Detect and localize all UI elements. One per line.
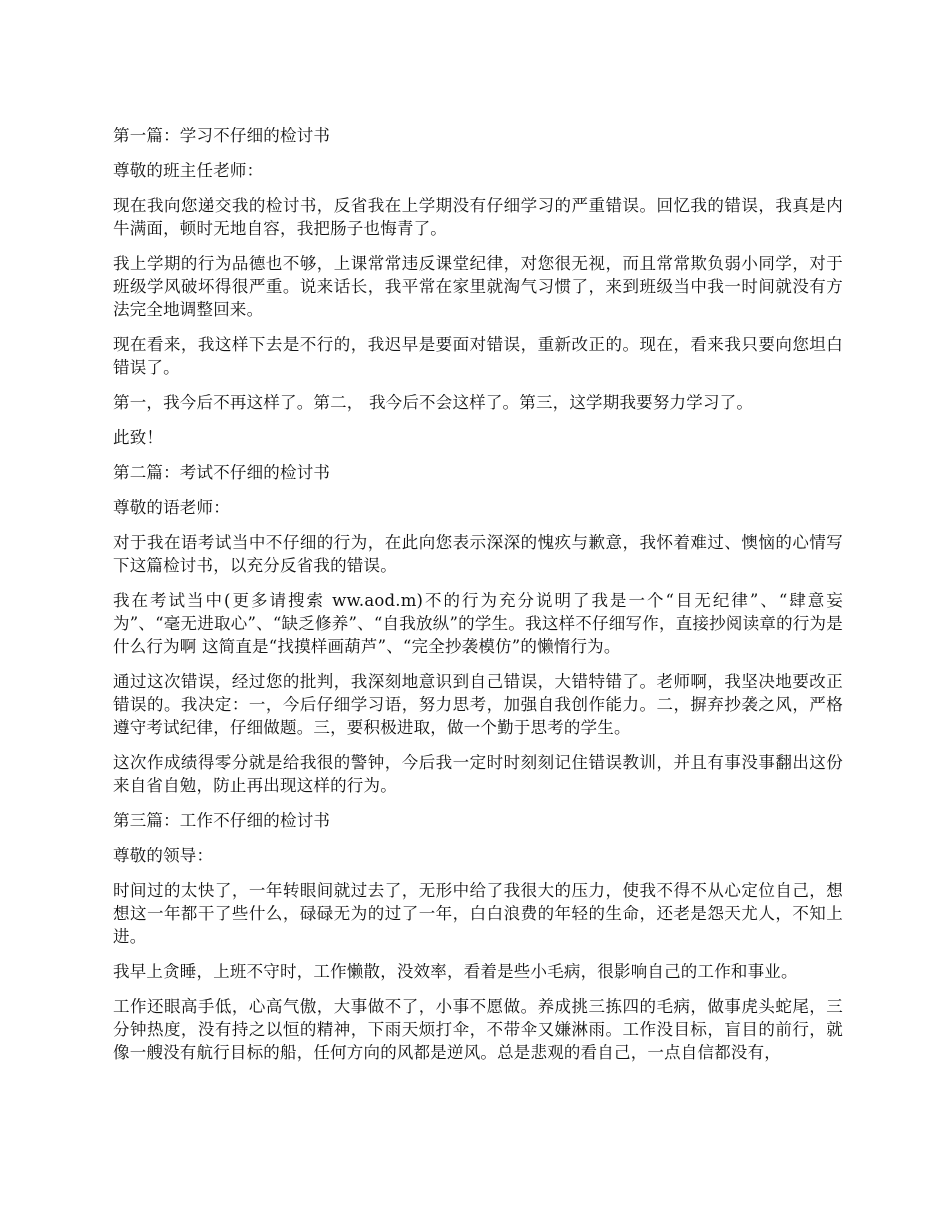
body-paragraph: 对于我在语考试当中不仔细的行为，在此向您表示深深的愧疚与歉意，我怀着难过、懊恼的心情写下这篇检讨书，以充分反省我的错误。 [113,533,843,575]
body-paragraph: 这次作成绩得零分就是给我很的警钟，今后我一定时时刻刻记住错误教训，并且有事没事翻出这份来自省自勉，防止再出现这样的行为。 [113,753,843,795]
salutation: 尊敬的领导： [113,846,214,865]
salutation: 尊敬的班主任老师： [113,161,264,180]
body-paragraph: 工作还眼高手低，心高气傲，大事做不了，小事不愿做。养成挑三拣四的毛病，做事虎头蛇尾，三分钟热度，没有持之以恒的精神，下雨天烦打伞，不带伞又嫌淋雨。工作没目标，盲目的前行，就像一艘没有航行目标的船，任何方向的风都是逆风。总是悲观的看自己，一点自信都没有， [113,997,843,1062]
body-paragraph: 我上学期的行为品德也不够，上课常常违反课堂纪律，对您很无视，而且常常欺负弱小同学，对于班级学风破坏得很严重。说来话长，我平常在家里就淘气习惯了，来到班级当中我一时间就没有方法完全地调整回来。 [113,254,843,319]
body-paragraph: 现在我向您递交我的检讨书，反省我在上学期没有仔细学习的严重错误。回忆我的错误，我真是内牛满面，顿时无地自容，我把肠子也悔青了。 [113,196,843,238]
body-paragraph: 我在考试当中(更多请搜索 ww.aod.m)不的行为充分说明了我是一个“目无纪律”、“肆意妄为”、“毫无进取心”、“缺乏修养”、“自我放纵”的学生。我这样不仔细写作，直接抄阅读章的行为是什么行为啊 这简直是“找摸样画葫芦”、“完全抄袭模仿”的懒惰行为。 [113,591,843,656]
section-title: 第二篇：考试不仔细的检讨书 [113,463,331,482]
body-paragraph: 现在看来，我这样下去是不行的，我迟早是要面对错误，重新改正的。现在，看来我只要向您坦白错误了。 [113,335,843,377]
body-paragraph: 时间过的太快了，一年转眼间就过去了，无形中给了我很大的压力，使我不得不从心定位自己，想想这一年都干了些什么，碌碌无为的过了一年，白白浪费的年轻的生命，还老是怨天尤人，不知上进。 [113,881,843,946]
salutation: 尊敬的语老师： [113,498,230,517]
body-paragraph: 通过这次错误，经过您的批判，我深刻地意识到自己错误，大错特错了。老师啊，我坚决地要改正错误的。我决定：一，今后仔细学习语，努力思考，加强自我创作能力。二，摒弃抄袭之风，严格遵守考试纪律，仔细做题。三，要积极进取，做一个勤于思考的学生。 [113,672,843,737]
closing: 此致！ [113,428,164,447]
body-paragraph: 我早上贪睡，上班不守时，工作懒散，没效率，看着是些小毛病，很影响自己的工作和事业。 [113,962,798,981]
section-title: 第三篇：工作不仔细的检讨书 [113,811,331,830]
section-title: 第一篇：学习不仔细的检讨书 [113,126,331,145]
document-body [113,124,843,1076]
body-paragraph: 第一，我今后不再这样了。第二， 我今后不会这样了。第三，这学期我要努力学习了。 [113,393,754,412]
